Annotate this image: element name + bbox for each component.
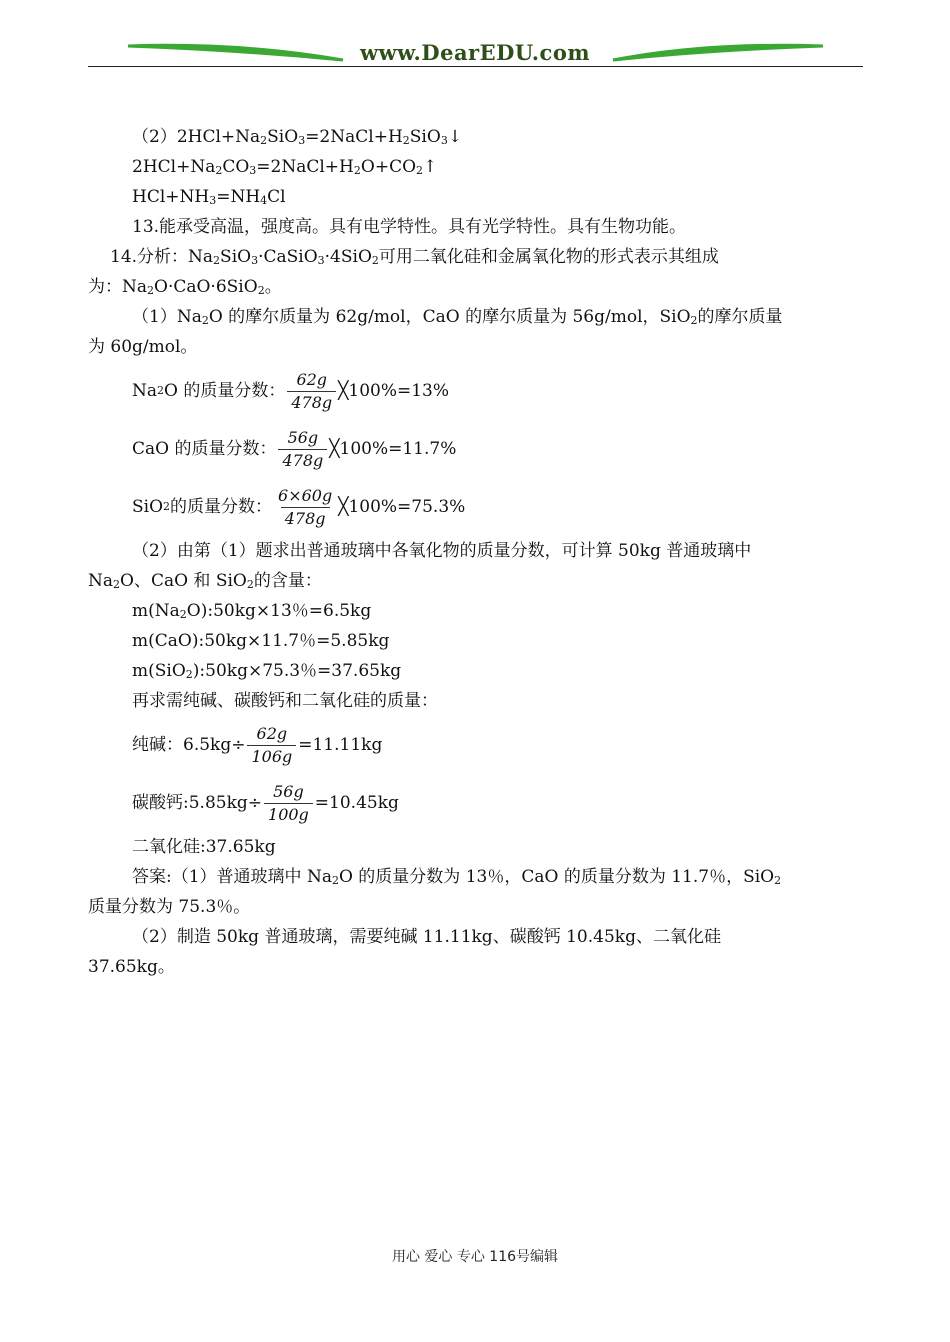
cao-fraction-line: CaO 的质量分数： $\frac{56g}{478g}$ ╳100%=11.7% xyxy=(132,427,457,470)
equation-line-2: $2HCl+Na_2CO_3=2NaCl+H_2O+CO_2↑$ xyxy=(132,157,438,177)
equation-line-3: $HCl+NH_3=NH_4Cl$ xyxy=(132,187,286,207)
fraction: $\frac{6\times 60g}{478g}$ xyxy=(278,485,333,528)
mass-sio2: m(SiO$_2$):50kg×75.3％=37.65kg xyxy=(132,661,402,681)
na2o-fraction-line: Na 2 O 的质量分数： $\frac{62g}{478g}$ ╳100%=13% xyxy=(132,369,450,412)
fraction: $\frac{56g}{100g}$ xyxy=(264,781,313,826)
reagent-mass-intro: 再求需纯碱、碳酸钙和二氧化硅的质量： xyxy=(132,691,438,711)
analysis-14-cont: 为：$Na_2O\cdot CaO\cdot 6SiO_2$。 xyxy=(88,277,282,297)
answer-part-2: （2）制造 50kg 普通玻璃，需要纯碱 11.11kg、碳酸钙 10.45kg、二氧化硅 xyxy=(132,927,721,947)
site-brand[interactable]: www.DearEDU.com xyxy=(359,40,591,65)
part-2-intro: （2）由第（1）题求出普通玻璃中各氧化物的质量分数，可计算 50kg 普通玻璃中 xyxy=(132,541,752,561)
answer-part-1-cont: 质量分数为 75.3％。 xyxy=(88,897,251,917)
soda-ash-line: 纯碱：6.5kg÷ $\frac{62g}{106g}$ =11.11kg xyxy=(132,723,383,766)
mass-cao: m(CaO):50kg×11.7％=5.85kg xyxy=(132,631,390,651)
left-swoosh xyxy=(128,45,343,60)
answer-part-2-cont: 37.65kg。 xyxy=(88,957,175,977)
molar-mass-cont: 为 60g/mol。 xyxy=(88,337,198,357)
silica-line: 二氧化硅:37.65kg xyxy=(132,837,276,857)
header-rule xyxy=(88,66,863,67)
molar-mass-line: $(1)Na_2O$ 的摩尔质量为 62g/mol，CaO 的摩尔质量为 56g/mol，SiO$_2$的摩尔质量 xyxy=(132,307,783,327)
part-2-intro-cont: $Na_2O$、CaO 和 SiO$_2$的含量： xyxy=(88,571,322,591)
document-body xyxy=(88,122,863,982)
answer-13: 13.能承受高温，强度高。具有电学特性。具有光学特性。具有生物功能。 xyxy=(132,217,687,237)
fraction: $\frac{56g}{478g}$ xyxy=(278,427,327,472)
page-footer: 用心 爱心 专心 116号编辑 xyxy=(391,1249,559,1265)
sio2-fraction-line: SiO 2 的质量分数： $\frac{6\times 60g}{478g}$ ╳100%=75.3% xyxy=(132,485,466,528)
mass-na2o: $m(Na_2O):50kg\times 13$％=6.5kg xyxy=(132,601,372,621)
answer-part-1: 答案:（1）普通玻璃中 $Na_2O$ 的质量分数为 13％，CaO 的质量分数为 11.7％，SiO$_2$ xyxy=(132,867,782,887)
fraction: $\frac{62g}{106g}$ xyxy=(247,723,296,768)
calcium-carbonate-line: 碳酸钙:5.85kg÷ $\frac{56g}{100g}$ =10.45kg xyxy=(132,781,399,824)
analysis-14: 14.分析：$Na_2SiO_3\cdot CaSiO_3\cdot 4SiO_2$可用二氧化硅和金属氧化物的形式表示其组成 xyxy=(110,247,719,267)
fraction: $\frac{62g}{478g}$ xyxy=(287,369,336,414)
equation-line-1: $(2)2HCl+Na_2SiO_3=2NaCl+H_2SiO_3↓$ xyxy=(132,127,463,147)
right-swoosh xyxy=(613,45,823,60)
